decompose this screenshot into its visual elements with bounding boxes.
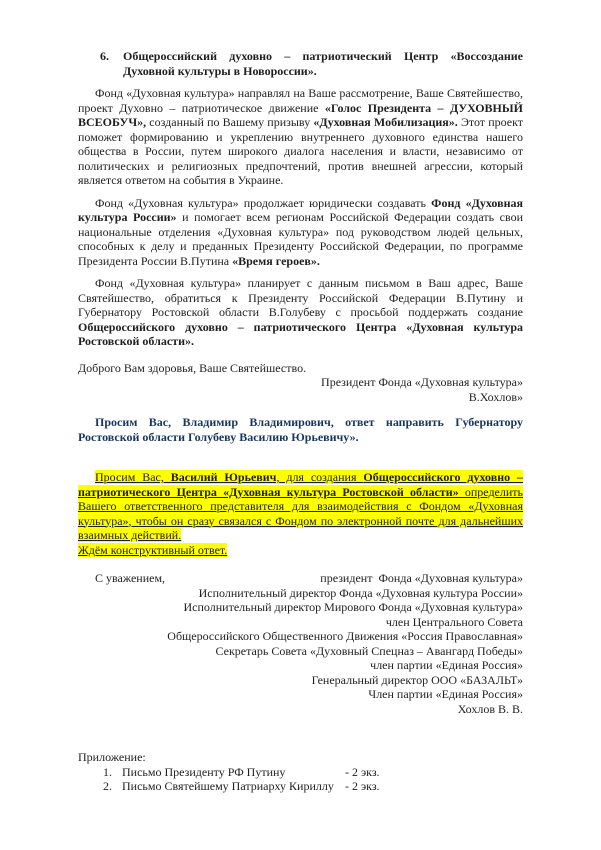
signature-name: Хохлов В. В. xyxy=(457,701,523,716)
attachment-copies: - 2 экз. xyxy=(345,764,380,779)
section-title: Общероссийский духовно – патриотический Центр «Воссоздание Духовной культуры в Новороссии». xyxy=(123,49,523,78)
president-title: Президент Фонда «Духовная культура» xyxy=(321,375,523,389)
signature-line-president: президент Фонда «Духовная культура» xyxy=(320,571,523,585)
signature-titles xyxy=(78,571,523,716)
president-name: В.Хохлов» xyxy=(468,389,523,404)
signature-line-party-member-1: член партии «Единая Россия» xyxy=(370,658,523,672)
paragraph-plans: Фонд «Духовная культура» планирует с данным письмом в Ваш адрес, Ваше Святейшество, обратиться к Президенту Российской Федерации В.Путину и Губернатору Ростовской области В.Голубеву с просьбой поддержать создание Общероссийского духовно – патриотического Центра «Духовная культура Ростовской области». xyxy=(78,276,523,348)
attachments-title: Приложение: xyxy=(78,750,146,764)
section-heading xyxy=(78,49,523,78)
awaiting-reply-line: Ждём конструктивный ответ. xyxy=(78,542,228,557)
signature-line-exec-director-world: Исполнительный директор Мирового Фонда «Духовная культура» xyxy=(183,600,523,614)
section-number: 6. xyxy=(100,49,109,63)
regards-label: С уважением, xyxy=(95,571,166,585)
attachment-text: Письмо Святейшему Патриарху Кириллу xyxy=(122,779,334,793)
attachment-copies: - 2 экз. xyxy=(345,779,380,793)
president-signature xyxy=(78,375,523,404)
signature-line-party-member-2: Член партии «Единая Россия» xyxy=(368,687,523,701)
attachment-item-2 xyxy=(78,779,523,794)
attachments-section xyxy=(78,750,523,794)
signature-line-movement: Общероссийского Общественного Движения «Россия Православная» xyxy=(167,629,523,643)
signature-line-general-director: Генеральный директор ООО «БАЗАЛЬТ» xyxy=(311,672,523,687)
highlighted-request-block xyxy=(78,470,523,557)
signature-block xyxy=(78,571,523,716)
request-to-putin: Просим Вас, Владимир Владимирович, ответ направить Губернатору Ростовской области Голубеву Василию Юрьевичу». xyxy=(78,415,523,444)
paragraph-project-proposal: Фонд «Духовная культура» направлял на Ваше рассмотрение, Ваше Святейшество, проект Духовно – патриотическое движение «Голос Президента – ДУХОВНЫЙ ВСЕОБУЧ», созданный по Вашему призыву «Духовная Мобилизация». Этот проект поможет формированию и укреплению внутреннего духовного единства нашего общества в России, путем широкого диалога населения и власти, независимо от политических и религиозных предпочтений, против внешней агрессии, который является ответом на события в Украине. xyxy=(78,86,523,187)
signature-line-council-secretary: Секретарь Совета «Духовный Спецназ – Авангард Победы» xyxy=(215,643,523,658)
signature-line-exec-director-russia: Исполнительный директор Фонда «Духовная культура России» xyxy=(198,585,523,600)
attachment-text: Письмо Президенту РФ Путину xyxy=(122,764,286,779)
attachment-number: 1. xyxy=(103,764,112,779)
request-to-golubev: Просим Вас, Василий Юрьевич, для создания Общероссийского духовно – патриотического Центра «Духовная культура Ростовской области» определить Вашего ответственного представителя для взаимодействия с Фондом «Духовная культура», чтобы он сразу связался с Фондом по электронной почте для дальнейших взаимных действий. xyxy=(78,470,524,542)
attachment-item-1 xyxy=(78,765,523,780)
attachment-number: 2. xyxy=(103,779,112,793)
signature-line-central-council-member: член Центрального Совета xyxy=(385,614,523,629)
paragraph-fund-russia: Фонд «Духовная культура» продолжает юридически создавать Фонд «Духовная культура России» и помогает всем регионам Российской Федерации создать свои национальные отделения «Духовная культура» под руководством людей цельных, способных к делу и преданных Президенту Российской Федерации, по программе Президента России В.Путина «Время героев». xyxy=(78,195,523,268)
closing-wish: Доброго Вам здоровья, Ваше Святейшество. xyxy=(78,360,307,375)
